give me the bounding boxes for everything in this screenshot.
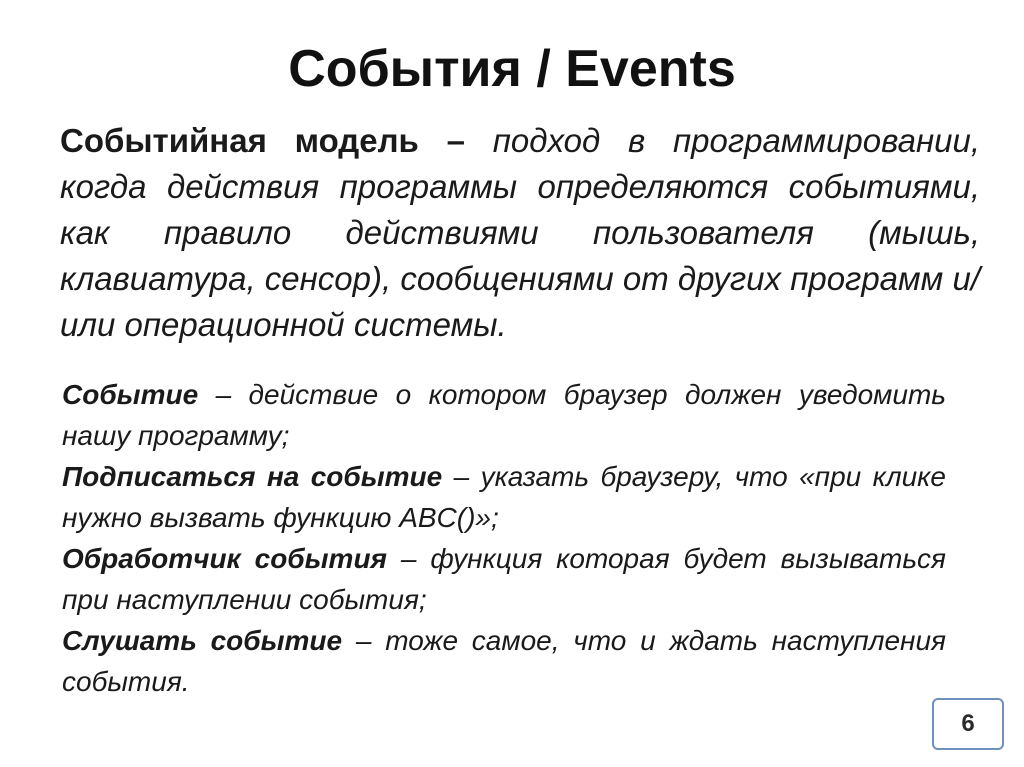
term-label: Обработчик события (62, 543, 388, 574)
definition-text: подход в программировании, когда действия программы определяются событиями, как правило действиями пользователя (мышь, клавиатура, сенсор), сообщениями от других программ и/или операционной системы. (60, 122, 980, 343)
term-item-subscribe (62, 456, 946, 538)
terms-list (62, 374, 946, 702)
term-label: Подписаться на событие (62, 461, 443, 492)
term-text: – действие о котором браузер должен уведомить нашу программу; (62, 379, 946, 451)
term-label: Слушать событие (62, 625, 343, 656)
definition-paragraph (60, 118, 980, 348)
slide-title: События / Events (288, 40, 736, 98)
term-text: – функция которая будет вызываться при наступлении события; (62, 543, 946, 615)
term-item-event (62, 374, 946, 456)
definition-dash: – (418, 122, 493, 159)
term-item-handler (62, 538, 946, 620)
term-text: – указать браузеру, что «при клике нужно вызвать функцию ABC()»; (62, 461, 946, 533)
term-item-listen (62, 620, 946, 702)
term-label: Событие (62, 379, 199, 410)
term-text: – тоже самое, что и ждать наступления события. (62, 625, 946, 697)
definition-term: Событийная модель (60, 122, 419, 159)
page-number-badge: 6 (932, 698, 1004, 750)
